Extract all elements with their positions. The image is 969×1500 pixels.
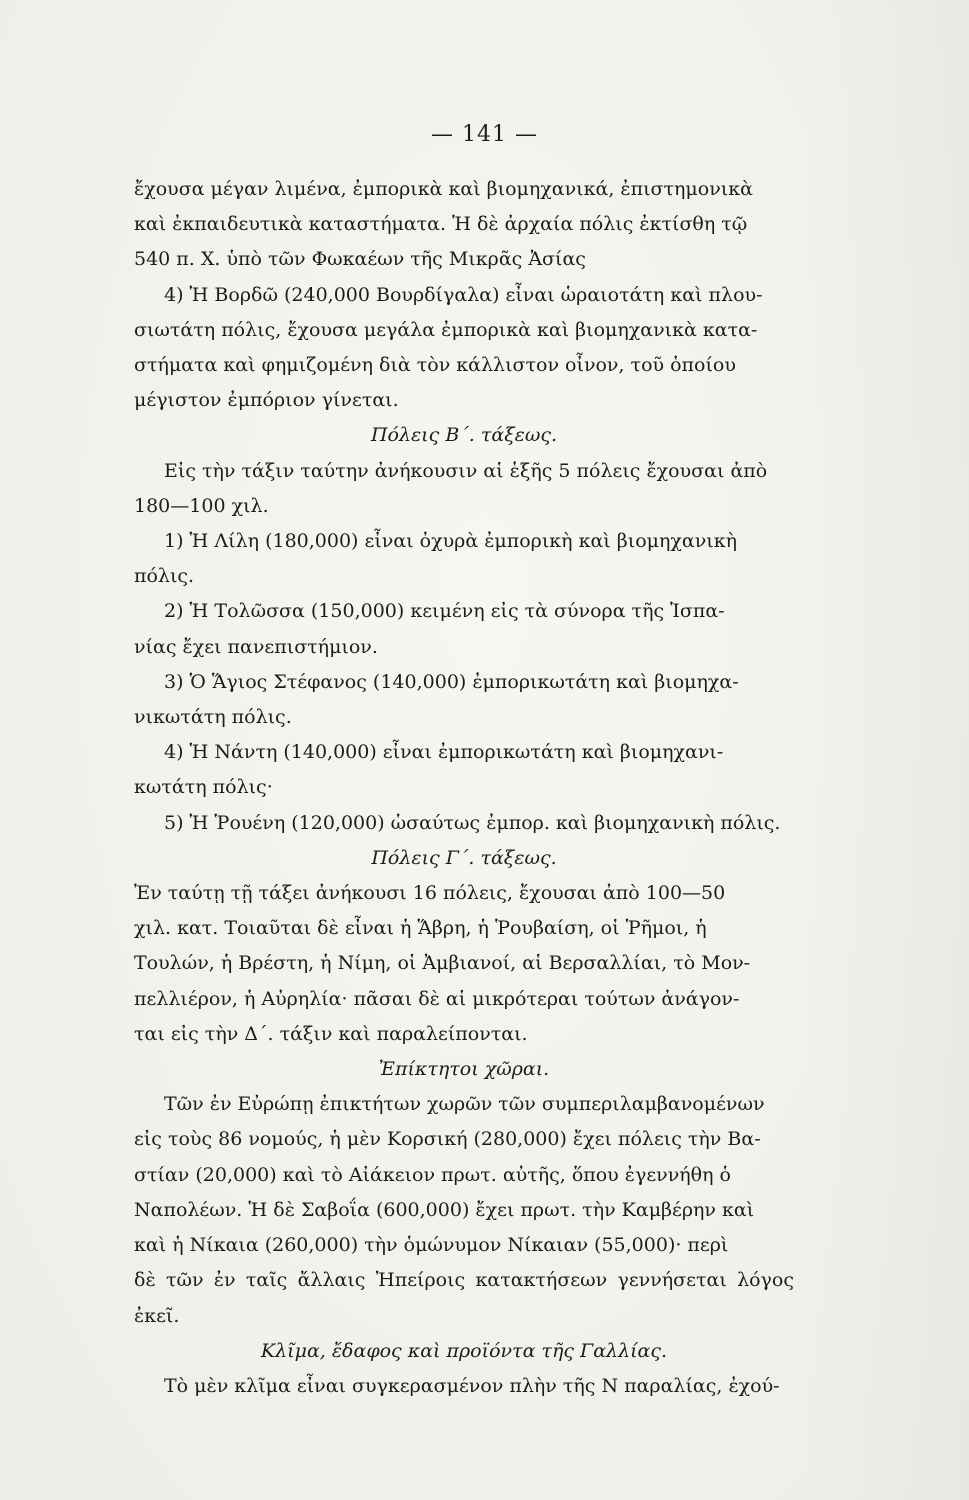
text-line: πελλιέρον, ἡ Αὐρηλία· πᾶσαι δὲ αἱ μικρότεραι τούτων ἀνάγον- <box>134 987 740 1010</box>
text-line: πόλις. <box>134 565 195 588</box>
page-number-header: — 141 — <box>431 122 538 147</box>
text-line: 3) Ὁ Ἅγιος Στέφανος (140,000) ἐμπορικωτάτη καὶ βιομηχα- <box>164 670 739 693</box>
text-line: χιλ. κατ. Τοιαῦται δὲ εἶναι ἡ Ἅβρη, ἡ Ῥουβαίση, οἱ Ῥῆμοι, ἡ <box>134 917 707 940</box>
text-line: 4) Ἡ Νάντη (140,000) εἶναι ἐμπορικωτάτη καὶ βιομηχανι- <box>164 741 724 764</box>
text-line: Τουλών, ἡ Βρέστη, ἡ Νίμη, οἱ Ἀμβιανοί, αἱ Βερσαλλίαι, τὸ Μον- <box>134 952 751 975</box>
text-line: Τὸ μὲν κλῖμα εἶναι συγκερασμένον πλὴν τῆς Ν παραλίας, ἐχού- <box>164 1374 780 1397</box>
text-line: ἔχουσα μέγαν λιμένα, ἐμπορικὰ καὶ βιομηχανικά, ἐπιστημονικὰ <box>134 178 753 200</box>
text-line: 1) Ἡ Λίλη (180,000) εἶναι ὀχυρὰ ἐμπορικὴ καὶ βιομηχανικὴ <box>164 530 737 553</box>
text-line: νικωτάτη πόλις. <box>134 706 292 729</box>
text-line: Τῶν ἐν Εὐρώπῃ ἐπικτήτων χωρῶν τῶν συμπεριλαμβανομένων <box>164 1093 765 1116</box>
text-line: 5) Ἡ Ῥουένη (120,000) ὡσαύτως ἐμπορ. καὶ βιομηχανικὴ πόλις. <box>164 811 781 834</box>
text-line: στίαν (20,000) καὶ τὸ Αἰάκειον πρωτ. αὐτῆς, ὅπου ἐγεννήθη ὁ <box>134 1163 731 1186</box>
text-line: 180—100 χιλ. <box>134 494 269 517</box>
text-line: καὶ ἡ Νίκαια (260,000) τὴν ὁμώνυμον Νίκαιαν (55,000)· περὶ <box>134 1234 729 1257</box>
section-heading: Κλῖμα, ἔδαφος καὶ προϊόντα τῆς Γαλλίας. <box>260 1339 668 1362</box>
section-heading: Ἐπίκτητοι χῶραι. <box>378 1058 550 1081</box>
section-heading: Πόλεις Γ΄. τάξεως. <box>371 846 557 869</box>
text-line: 540 π. Χ. ὑπὸ τῶν Φωκαέων τῆς Μικρᾶς Ἀσίας <box>134 248 586 271</box>
text-line: μέγιστον ἐμπόριον γίνεται. <box>134 389 399 412</box>
text-line: 4) Ἡ Βορδῶ (240,000 Βουρδίγαλα) εἶναι ὡραιοτάτη καὶ πλου- <box>164 283 763 306</box>
text-line: εἰς τοὺς 86 νομούς, ἡ μὲν Κορσική (280,000) ἔχει πόλεις τὴν Βα- <box>134 1128 761 1151</box>
text-line: ται εἰς τὴν Δ΄. τάξιν καὶ παραλείπονται. <box>134 1022 528 1045</box>
text-line: Εἰς τὴν τάξιν ταύτην ἀνήκουσιν αἱ ἑξῆς 5 πόλεις ἔχουσαι ἀπὸ <box>164 459 768 482</box>
text-line: κωτάτη πόλις· <box>134 776 273 799</box>
text-line: 2) Ἡ Τολῶσσα (150,000) κειμένη εἰς τὰ σύνορα τῆς Ἱσπα- <box>164 600 725 623</box>
text-line: Ἐν ταύτῃ τῇ τάξει ἀνήκουσι 16 πόλεις, ἔχουσαι ἀπὸ 100—50 <box>134 882 726 905</box>
section-heading: Πόλεις Β΄. τάξεως. <box>370 424 558 447</box>
text-line: σιωτάτη πόλις, ἔχουσα μεγάλα ἐμπορικὰ καὶ βιομηχανικὰ κατα- <box>134 318 758 341</box>
text-line: στήματα καὶ φημιζομένη διὰ τὸν κάλλιστον οἶνον, τοῦ ὁποίου <box>134 354 736 377</box>
page-shade <box>799 0 969 1500</box>
text-line: καὶ ἐκπαιδευτικὰ καταστήματα. Ἡ δὲ ἀρχαία πόλις ἐκτίσθη τῷ <box>134 213 748 236</box>
text-line: Ναπολέων. Ἡ δὲ Σαβοΐα (600,000) ἔχει πρωτ. τὴν Καμβέρην καὶ <box>134 1198 755 1221</box>
text-line: νίας ἔχει πανεπιστήμιον. <box>134 635 378 658</box>
body-text <box>134 172 794 1404</box>
text-line: δὲ τῶν ἐν ταῖς ἄλλαις Ἠπείροις κατακτήσεων γεννήσεται λόγος ἐκεῖ. <box>134 1269 794 1327</box>
